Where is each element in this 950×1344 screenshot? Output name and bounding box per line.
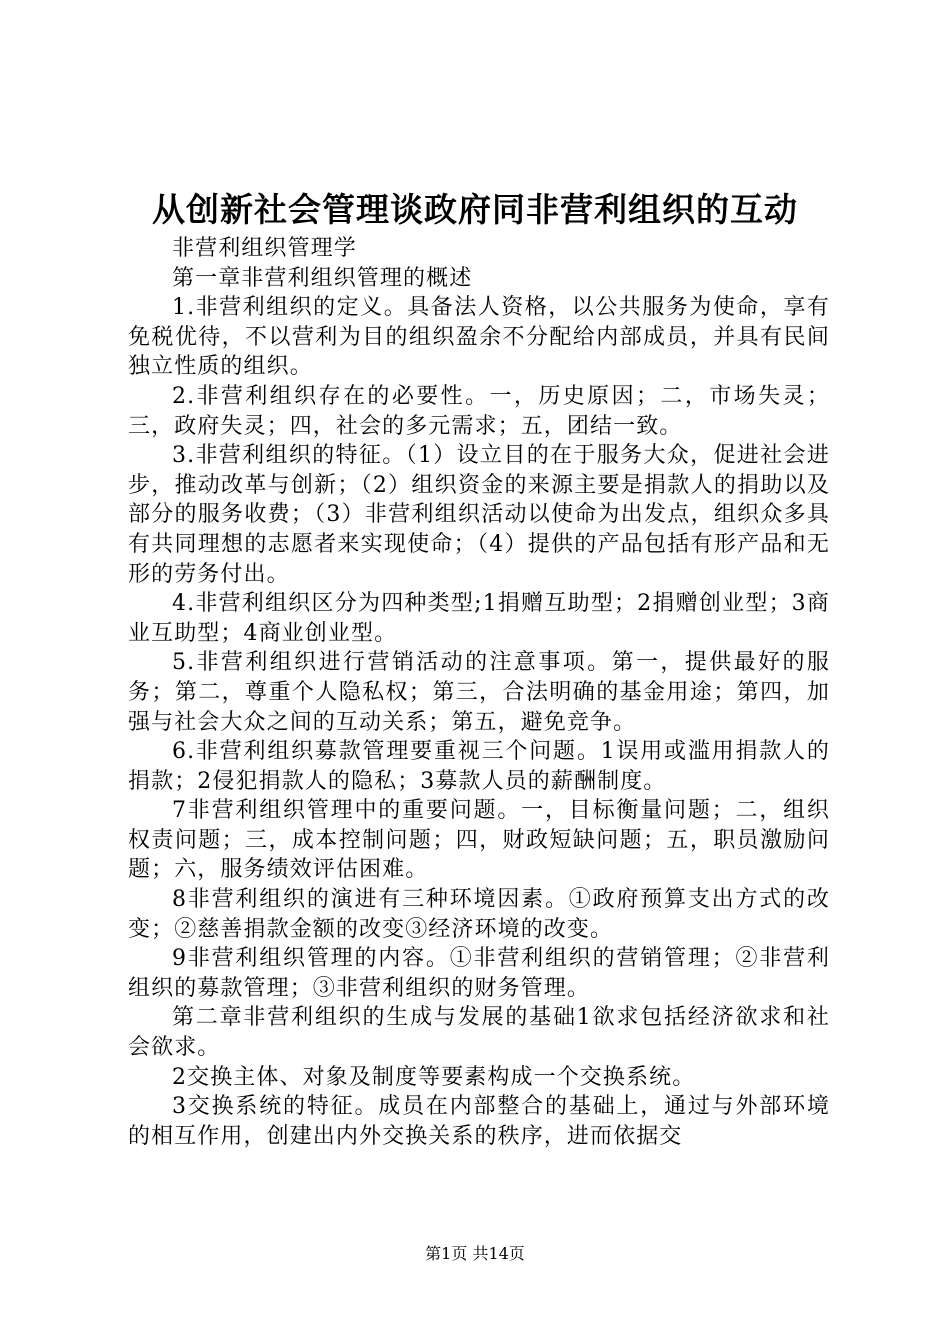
paragraph: 4.非营利组织区分为四种类型;1捐赠互助型；2捐赠创业型；3商业互助型；4商业创业型。	[128, 591, 830, 646]
paragraph: 第一章非营利组织管理的概述	[172, 265, 473, 291]
paragraph: 8非营利组织的演进有三种环境因素。①政府预算支出方式的改变；②慈善捐款金额的改变③经济环境的改变。	[128, 887, 830, 942]
paragraph: 2交换主体、对象及制度等要素构成一个交换系统。	[172, 1064, 696, 1090]
paragraph: 2.非营利组织存在的必要性。一，历史原因；二，市场失灵；三，政府失灵；四，社会的多元需求；五，团结一致。	[128, 383, 830, 439]
paragraph: 3交换系统的特征。成员在内部整合的基础上，通过与外部环境的相互作用，创建出内外交换关系的秩序，进而依据交	[128, 1094, 830, 1149]
paragraph: 9非营利组织管理的内容。①非营利组织的营销管理；②非营利组织的募款管理；③非营利组织的财务管理。	[128, 946, 830, 1001]
page-number-footer: 第1页 共14页	[425, 1244, 525, 1263]
paragraph: 7非营利组织管理中的重要问题。一，目标衡量问题；二，组织权责问题；三，成本控制问题；四，财政短缺问题；五，职员激励问题；六，服务绩效评估困难。	[128, 798, 830, 883]
paragraph: 3.非营利组织的特征。（1）设立目的在于服务大众，促进社会进步，推动改革与创新；（2）组织资金的来源主要是捐款人的捐助以及部分的服务收费；（3）非营利组织活动以使命为出发点，组织众多具有共同理想的志愿者来实现使命；（4）提供的产品包括有形产品和无形的劳务付出。	[128, 443, 830, 587]
paragraph: 5.非营利组织进行营销活动的注意事项。第一，提供最好的服务；第二，尊重个人隐私权；第三，合法明确的基金用途；第四，加强与社会大众之间的互动关系；第五，避免竞争。	[128, 650, 830, 735]
document-body	[128, 234, 830, 1151]
paragraph: 非营利组织管理学	[172, 236, 357, 261]
paragraph: 6.非营利组织募款管理要重视三个问题。1误用或滥用捐款人的捐款；2侵犯捐款人的隐私；3募款人员的薪酬制度。	[128, 739, 830, 794]
paragraph: 第二章非营利组织的生成与发展的基础1欲求包括经济欲求和社会欲求。	[128, 1005, 830, 1061]
document-title: 从创新社会管理谈政府同非营利组织的互动	[152, 190, 798, 229]
paragraph: 1.非营利组织的定义。具备法人资格，以公共服务为使命，享有免税优待，不以营利为目的组织盈余不分配给内部成员，并具有民间独立性质的组织。	[128, 295, 830, 380]
